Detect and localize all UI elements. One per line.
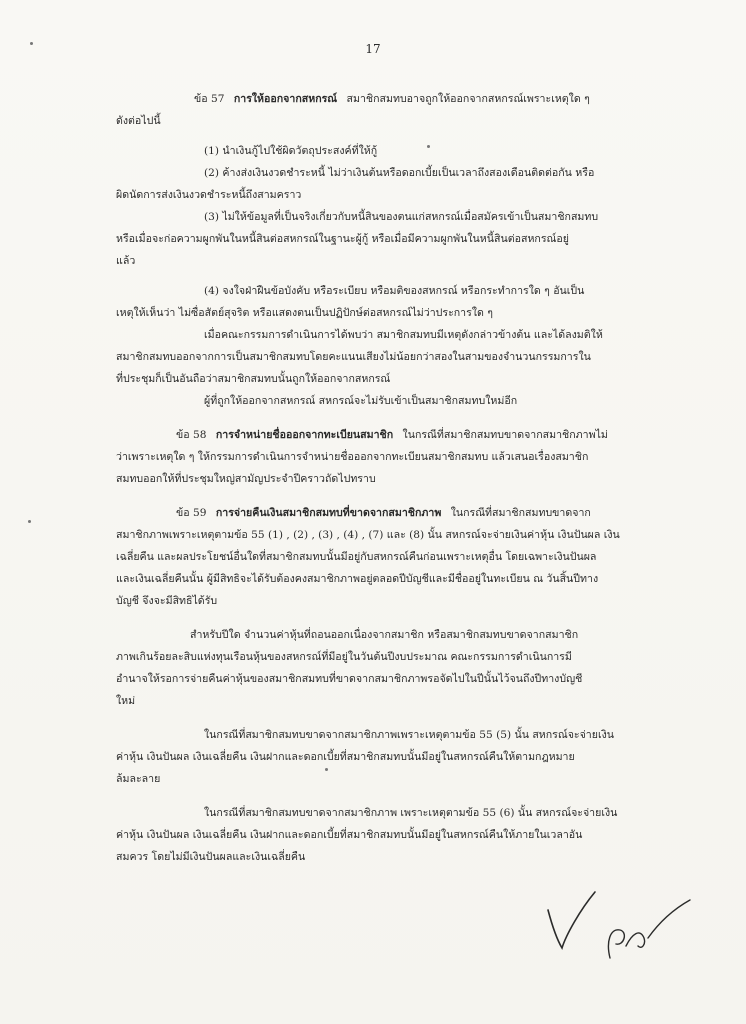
paragraph-line: สำหรับปีใด จำนวนค่าหุ้นที่ถอนออกเนื่องจากสมาชิก หรือสมาชิกสมทบขาดจากสมาชิก — [190, 629, 579, 641]
paragraph-line: อำนาจให้รอการจ่ายคืนค่าหุ้นของสมาชิกสมทบที่ขาดจากสมาชิกภาพรอจัดไปในปีนั้นไว้จนถึงปีทางบัญชี — [116, 673, 583, 685]
scan-speck — [30, 42, 33, 45]
paragraph-line: แล้ว — [116, 255, 136, 267]
sec58-heading — [116, 424, 664, 446]
scan-speck — [28, 520, 31, 523]
paragraph-line: หรือเมื่อจะก่อความผูกพันในหนี้สินต่อสหกรณ์ในฐานะผู้กู้ หรือเมื่อมีความผูกพันในหนี้สินต่อสหกรณ์อยู่ — [116, 233, 569, 245]
scan-speck — [325, 768, 328, 771]
paragraph-line: ใหม่ — [116, 695, 136, 707]
section-title: การจำหน่ายชื่อออกจากทะเบียนสมาชิก — [215, 429, 394, 441]
list-item: (2) ค้างส่งเงินงวดชำระหนี้ ไม่ว่าเงินต้นหรือดอกเบี้ยเป็นเวลาถึงสองเดือนติดต่อกัน หรือ — [204, 167, 595, 179]
paragraph-line: เหตุให้เห็นว่า ไม่ซื่อสัตย์สุจริต หรือแสดงตนเป็นปฏิปักษ์ต่อสหกรณ์ไม่ว่าประการใด ๆ — [116, 307, 493, 319]
paragraph-line: ที่ประชุมก็เป็นอันถือว่าสมาชิกสมทบนั้นถูกให้ออกจากสหกรณ์ — [116, 373, 391, 385]
section-title: การจ่ายคืนเงินสมาชิกสมทบที่ขาดจากสมาชิกภาพ — [215, 507, 442, 519]
section-label: ข้อ 59 — [176, 507, 207, 519]
paragraph-line: ล้มละลาย — [116, 773, 161, 785]
sec57-heading — [116, 88, 664, 110]
paragraph-line: สมาชิกภาพเพราะเหตุตามข้อ 55 (1) , (2) , (3) , (4) , (7) และ (8) นั้น สหกรณ์จะจ่ายเงินค่าหุ้น เงินปันผล เงิน — [116, 529, 620, 541]
paragraph-line: ค่าหุ้น เงินปันผล เงินเฉลี่ยคืน เงินฝากและดอกเบี้ยที่สมาชิกสมทบนั้นมีอยู่ในสหกรณ์คืนให้ภายในเวลาอัน — [116, 829, 583, 841]
paragraph-line: ค่าหุ้น เงินปันผล เงินเฉลี่ยคืน เงินฝากและดอกเบี้ยที่สมาชิกสมทบนั้นมีอยู่ในสหกรณ์คืนให้ตามกฎหมาย — [116, 751, 575, 763]
section-label: ข้อ 58 — [176, 429, 207, 441]
paragraph-line: บัญชี จึงจะมีสิทธิได้รับ — [116, 595, 218, 607]
handwritten-signature — [540, 880, 700, 960]
section-title: การให้ออกจากสหกรณ์ — [233, 93, 338, 105]
paragraph-line: เฉลี่ยคืน และผลประโยชน์อื่นใดที่สมาชิกสมทบนั้นมีอยู่กับสหกรณ์คืนก่อนเพราะเหตุอื่น โดยเฉพาะเงินปันผล — [116, 551, 597, 563]
paragraph-line: ในกรณีที่สมาชิกสมทบขาดจากสมาชิกภาพเพราะเหตุตามข้อ 55 (5) นั้น สหกรณ์จะจ่ายเงิน — [204, 729, 614, 741]
section-label: ข้อ 57 — [194, 93, 225, 105]
list-item: (4) จงใจฝ่าฝืนข้อบังคับ หรือระเบียบ หรือมติของสหกรณ์ หรือกระทำการใด ๆ อันเป็น — [204, 285, 585, 297]
paragraph-line: ดังต่อไปนี้ — [116, 115, 161, 127]
paragraph-line: สมทบออกให้ที่ประชุมใหญ่สามัญประจำปีคราวถัดไปทราบ — [116, 473, 376, 485]
list-item: (3) ไม่ให้ข้อมูลที่เป็นจริงเกี่ยวกับหนี้สินของตนแก่สหกรณ์เมื่อสมัครเข้าเป็นสมาชิกสมทบ — [204, 211, 599, 223]
scan-speck — [427, 145, 430, 148]
paragraph-text: ในกรณีที่สมาชิกสมทบขาดจากสมาชิกภาพไม่ — [402, 429, 608, 441]
page-number: 17 — [365, 42, 381, 56]
paragraph-line: ในกรณีที่สมาชิกสมทบขาดจากสมาชิกภาพ เพราะเหตุตามข้อ 55 (6) นั้น สหกรณ์จะจ่ายเงิน — [204, 807, 618, 819]
paragraph-text: ในกรณีที่สมาชิกสมทบขาดจาก — [450, 507, 591, 519]
paragraph-line: และเงินเฉลี่ยคืนนั้น ผู้มีสิทธิจะได้รับต้องคงสมาชิกภาพอยู่ตลอดปีบัญชีและมีชื่ออยู่ในทะเบียน ณ วันสิ้นปีทาง — [116, 573, 599, 585]
paragraph-line: ผู้ที่ถูกให้ออกจากสหกรณ์ สหกรณ์จะไม่รับเข้าเป็นสมาชิกสมทบใหม่อีก — [204, 395, 518, 407]
document-body — [116, 88, 664, 868]
list-item: (1) นำเงินกู้ไปใช้ผิดวัตถุประสงค์ที่ให้กู้ — [204, 145, 378, 157]
paragraph-line: เมื่อคณะกรรมการดำเนินการได้พบว่า สมาชิกสมทบมีเหตุดังกล่าวข้างต้น และได้ลงมติให้ — [204, 329, 603, 341]
paragraph-text: สมาชิกสมทบอาจถูกให้ออกจากสหกรณ์เพราะเหตุใด ๆ — [346, 93, 590, 105]
sec59-heading — [116, 502, 664, 524]
paragraph-line: ว่าเพราะเหตุใด ๆ ให้กรรมการดำเนินการจำหน่ายชื่อออกจากทะเบียนสมาชิกสมทบ แล้วเสนอเรื่องสมาชิก — [116, 451, 589, 463]
paragraph-line: สมควร โดยไม่มีเงินปันผลและเงินเฉลี่ยคืน — [116, 851, 306, 863]
paragraph-line: ภาพเกินร้อยละสิบแห่งทุนเรือนหุ้นของสหกรณ์ที่มีอยู่ในวันต้นปีงบประมาณ คณะกรรมการดำเนินการมี — [116, 651, 572, 663]
signature-icon — [540, 880, 700, 960]
paragraph-line: ผิดนัดการส่งเงินงวดชำระหนี้ถึงสามคราว — [116, 189, 302, 201]
paragraph-line: สมาชิกสมทบออกจากการเป็นสมาชิกสมทบโดยคะแนนเสียงไม่น้อยกว่าสองในสามของจำนวนกรรมการใน — [116, 351, 591, 363]
